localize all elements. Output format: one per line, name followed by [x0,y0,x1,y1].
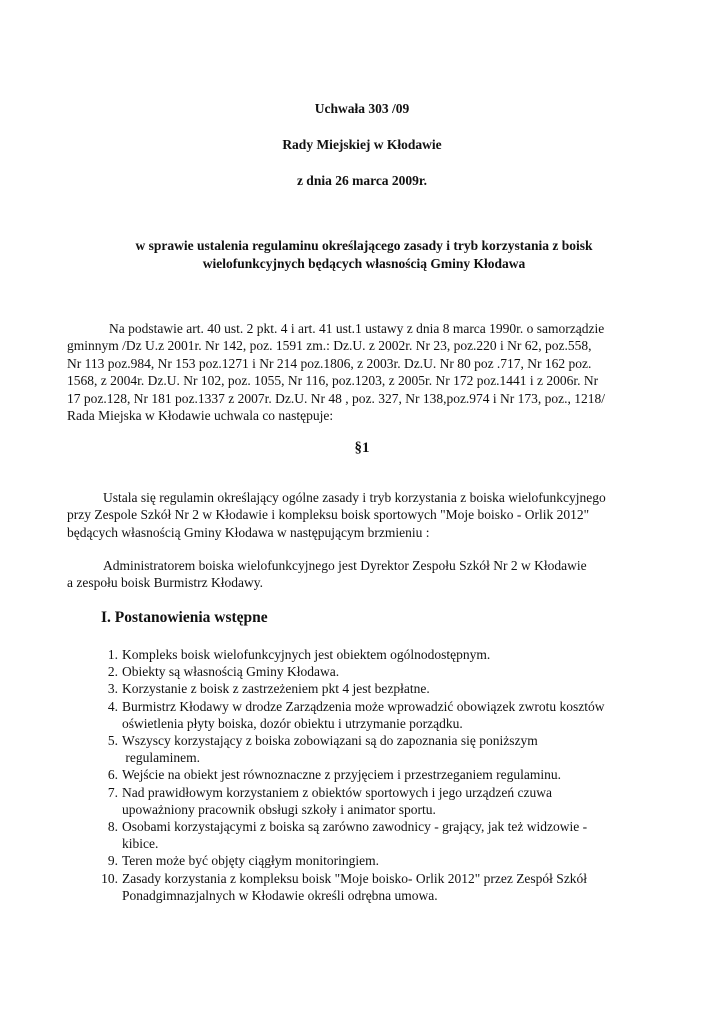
item-number: 10. [101,870,118,886]
list-item [100,852,660,869]
text-line: a zespołu boisk Burmistrz Kłodawy. [67,575,263,591]
text-line: 1568, z 2004r. Dz.U. Nr 102, poz. 1055, Nr 116, poz.1203, z 2005r. Nr 172 poz.1441 i z 2006r. Nr [67,373,599,389]
item-line: Ponadgimnazjalnych w Kłodawie określi odrębna umowa. [122,887,438,903]
text-line: Administratorem boiska wielofunkcyjnego jest Dyrektor Zespołu Szkół Nr 2 w Kłodawie [103,558,587,573]
subject-line: wielofunkcyjnych będących własnością Gminy Kłodawa [202,256,526,271]
list-item [100,766,660,783]
item-line: Nad prawidłowym korzystaniem z obiektów sportowych i jego urządzeń czuwa [122,784,552,800]
regulation-paragraph [67,489,659,541]
item-number: 8. [107,819,118,835]
list-item [100,663,660,680]
item-number: 6. [107,767,118,783]
list-item [100,784,660,818]
item-line: Kompleks boisk wielofunkcyjnych jest obiektem ogólnodostępnym. [122,647,491,662]
item-line: Wszyscy korzystający z boiska zobowiązani są do zapoznania się poniższym [122,733,538,749]
item-line: oświetlenia płyty boiska, dozór obiektu i utrzymanie porządku. [122,715,463,731]
list-item [100,870,660,904]
item-line: regulaminem. [122,750,200,766]
item-number: 5. [107,733,118,749]
list-item [100,818,660,852]
text-line: przy Zespole Szkół Nr 2 w Kłodawie i kompleksu boisk sportowych "Moje boisko - Orlik 2012" [67,507,590,523]
legal-basis-paragraph [67,320,659,424]
text-line: 17 poz.128, Nr 181 poz.1337 z 2007r. Dz.U. Nr 48 , poz. 327, Nr 138,poz.974 i Nr 173, poz., 1218/ [67,390,606,406]
list-item [100,680,660,697]
text-line: Rada Miejska w Kłodawie uchwala co następuje: [67,408,334,424]
provisions-list [100,646,660,904]
text-line: Ustala się regulamin określający ogólne zasady i tryb korzystania z boiska wielofunkcyjnego [103,490,606,505]
subject-line: w sprawie ustalenia regulaminu określającego zasady i tryb korzystania z boisk [135,238,593,253]
text-line: będących własnością Gminy Kłodawa w następującym brzmieniu : [67,524,430,540]
item-number: 3. [107,681,118,697]
item-line: Wejście na obiekt jest równoznaczne z przyjęciem i przestrzeganiem regulaminu. [122,767,561,783]
item-number: 2. [107,664,118,680]
administrator-paragraph [67,557,659,592]
item-line: kibice. [122,836,159,852]
section-heading: I. Postanowienia wstępne [101,609,268,626]
item-line: Zasady korzystania z kompleksu boisk "Moje boisko- Orlik 2012" przez Zespół Szkół [122,870,588,886]
item-number: 7. [107,784,118,800]
item-line: Korzystanie z boisk z zastrzeżeniem pkt 4 jest bezpłatne. [122,681,430,697]
item-number: 4. [107,698,118,714]
resolution-number: Uchwała 303 /09 [314,101,410,116]
council-name: Rady Miejskiej w Kłodawie [282,137,442,152]
list-item [100,698,660,732]
item-number: 9. [107,853,118,869]
item-line: upoważniony pracownik obsługi szkoły i animator sportu. [122,801,436,817]
resolution-subject [90,237,638,273]
text-line: Na podstawie art. 40 ust. 2 pkt. 4 i art. 41 ust.1 ustawy z dnia 8 marca 1990r. o samorządzie [109,321,605,336]
text-line: Nr 113 poz.984, Nr 153 poz.1271 i Nr 214 poz.1806, z 2003r. Dz.U. Nr 80 poz .717, Nr 162 poz. [67,355,592,371]
resolution-date: z dnia 26 marca 2009r. [296,173,428,188]
list-item [100,646,660,663]
item-line: Osobami korzystającymi z boiska są zarówno zawodnicy - grający, jak też widzowie - [122,819,588,835]
text-line: gminnym /Dz U.z 2001r. Nr 142, poz. 1591 zm.: Dz.U. z 2002r. Nr 23, poz.220 i Nr 62, poz.558, [67,338,592,354]
item-line: Teren może być objęty ciągłym monitoringiem. [122,853,379,869]
item-line: Obiekty są własnością Gminy Kłodawa. [122,664,340,680]
item-number: 1. [107,647,118,662]
list-item [100,732,660,766]
section-sign: §1 [354,440,370,456]
item-line: Burmistrz Kłodawy w drodze Zarządzenia może wprowadzić obowiązek zwrotu kosztów [122,698,605,714]
